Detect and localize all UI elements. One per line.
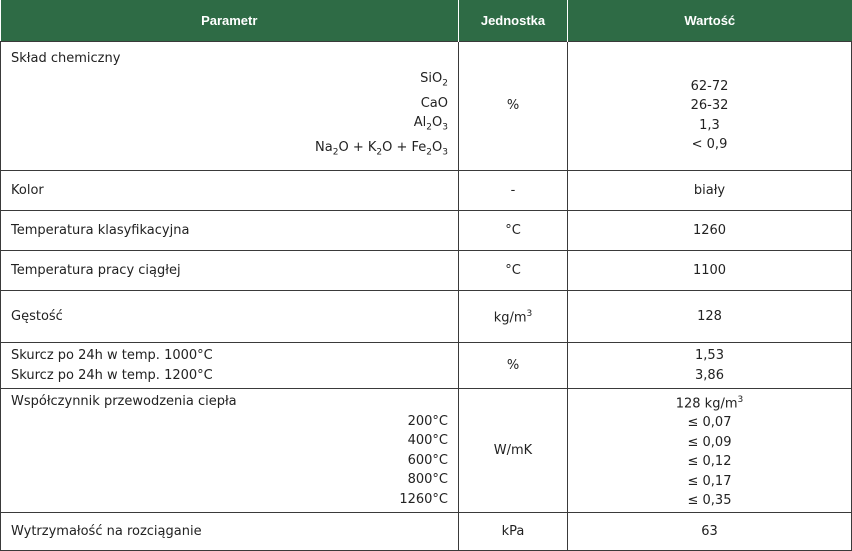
unit-cell: °C: [459, 251, 568, 291]
formula-mix: $Na_2O + K_2O + Fe_2O_3$: [315, 140, 448, 158]
temp-label: 200°C: [407, 413, 448, 429]
table-row-density: [1, 291, 852, 343]
param-cell: Wytrzymałość na rozciąganie: [1, 513, 459, 551]
value-line: ≤ 0,09: [687, 434, 732, 450]
unit-cell: %: [459, 42, 568, 171]
table-row-shrinkage: [1, 343, 852, 389]
formula-cao: CaO: [420, 95, 448, 111]
value-line: ≤ 0,07: [687, 415, 732, 431]
value-line: 26-32: [690, 98, 729, 114]
value-head: 128 $kg/m^3$: [675, 394, 744, 411]
value-line: 1,3: [699, 117, 720, 133]
unit-cell: °C: [459, 211, 568, 251]
value-line: ≤ 0,35: [687, 493, 732, 509]
unit-cell: kPa: [459, 513, 568, 551]
value-line: ≤ 0,17: [687, 473, 732, 489]
value-line: < 0,9: [691, 137, 728, 153]
value-line: 1,53: [695, 348, 724, 364]
temp-label: 800°C: [407, 472, 448, 488]
param-cell: [1, 389, 459, 513]
unit-cell: %: [459, 343, 568, 389]
unit-cell: W/mK: [459, 389, 568, 513]
value-cell: 63: [568, 513, 852, 551]
table-row-tensile: [1, 513, 852, 551]
param-cell: Kolor: [1, 171, 459, 211]
value-cell: 128: [568, 291, 852, 343]
value-line: ≤ 0,12: [687, 454, 732, 470]
temp-label: 1260°C: [399, 491, 448, 507]
value-cell: biały: [568, 171, 852, 211]
param-cell: Temperatura pracy ciągłej: [1, 251, 459, 291]
param-line: Skurcz po 24h w temp. 1000°C: [11, 348, 213, 364]
table-row-chemical: [1, 42, 852, 171]
header-unit: Jednostka: [459, 0, 568, 42]
value-cell: [568, 343, 852, 389]
header-row: [1, 0, 852, 42]
value-cell: 1260: [568, 211, 852, 251]
param-cell: Temperatura klasyfikacyjna: [1, 211, 459, 251]
formula-sio2: SiO$_2$: [420, 70, 448, 89]
formula-al2o3: $Al_2O_3$: [413, 115, 448, 133]
value-cell: 1100: [568, 251, 852, 291]
value-line: 62-72: [690, 78, 729, 94]
table-row-work-temp: [1, 251, 852, 291]
param-line: Skurcz po 24h w temp. 1200°C: [11, 367, 213, 383]
header-param: Parametr: [1, 0, 459, 42]
param-title: Współczynnik przewodzenia ciepła: [11, 394, 237, 410]
value-line: 3,86: [695, 367, 724, 383]
value-cell: [568, 389, 852, 513]
temp-label: 600°C: [407, 452, 448, 468]
param-cell: [1, 343, 459, 389]
unit-cell: $kg/m^3$: [459, 291, 568, 343]
param-cell: Gęstość: [1, 291, 459, 343]
table-row-color: [1, 171, 852, 211]
temp-label: 400°C: [407, 433, 448, 449]
table-row-class-temp: [1, 211, 852, 251]
value-cell: [568, 42, 852, 171]
header-value: Wartość: [568, 0, 852, 42]
param-title: Skład chemiczny: [11, 51, 121, 66]
param-cell: [1, 42, 459, 171]
unit-cell: -: [459, 171, 568, 211]
table-row-conductivity: [1, 389, 852, 513]
